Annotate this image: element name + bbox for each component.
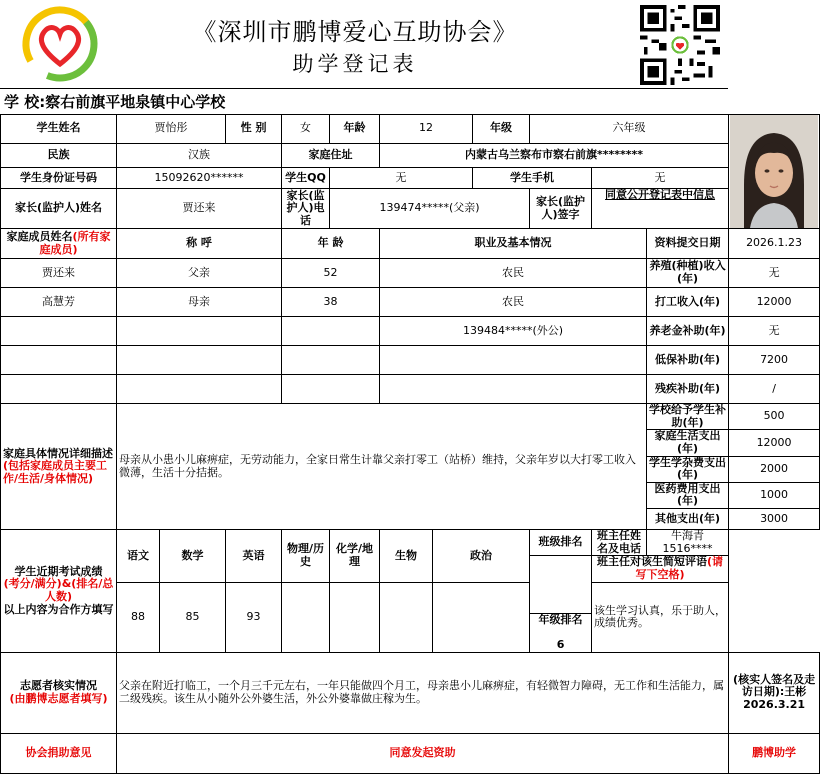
- phone-label: 学生手机: [473, 167, 592, 188]
- opinion-value: 同意发起资助: [117, 733, 729, 773]
- finance-value: 500: [729, 404, 820, 430]
- volunteer-text: 父亲在附近打临工，一个月三千元左右，一年只能做四个月工，母亲患小儿麻痹症，有轻微智力障碍，无工作和生活能力，属二级残疾。该生从小随外公外婆生活，外公外婆靠做庄稼为生。: [117, 652, 729, 733]
- qq-value: 无: [330, 167, 473, 188]
- member-job: 农民: [380, 259, 647, 288]
- teacher-value: 牛海青1516****: [647, 530, 729, 556]
- finance-label: 学生学杂费支出(年): [647, 456, 729, 482]
- subject-header: 生物: [380, 530, 433, 583]
- score-value: [330, 582, 380, 652]
- member-relation: 母亲: [117, 288, 282, 317]
- subject-header: 化学/地理: [330, 530, 380, 583]
- student-name: 贾怡彤: [117, 115, 226, 144]
- submit-date-label: 资料提交日期: [647, 229, 729, 259]
- title-association: 《深圳市鹏博爱心互助协会》: [192, 18, 518, 46]
- score-value: 85: [160, 582, 226, 652]
- member-relation: [117, 346, 282, 375]
- school-label: 学 校:: [4, 93, 46, 111]
- subject-header: 数学: [160, 530, 226, 583]
- relation-header: 称 呼: [117, 229, 282, 259]
- gender-label: 性 别: [226, 115, 282, 144]
- grade-rank-label: 年级排名: [538, 612, 583, 626]
- comment-header: [592, 556, 729, 582]
- member-age: 52: [282, 259, 380, 288]
- finance-label: 其他支出(年): [647, 509, 729, 530]
- member-job: 139484*****(外公): [380, 317, 647, 346]
- member-name: [1, 346, 117, 375]
- member-name: 高慧芳: [1, 288, 117, 317]
- family-member-header: [1, 229, 117, 259]
- comment-label: 班主任对该生简短评语: [597, 555, 708, 569]
- exam-label-a: 学生近期考试成绩: [14, 564, 103, 578]
- finance-label: 打工收入(年): [647, 288, 729, 317]
- exam-label: [1, 530, 117, 652]
- situation-label-b: (包括家庭成员主要工作/生活/身体情况): [3, 459, 108, 485]
- ethnicity-label: 民族: [1, 143, 117, 167]
- finance-value: /: [729, 375, 820, 404]
- qr-code-icon: [640, 5, 720, 85]
- score-value: 88: [117, 582, 160, 652]
- ethnicity-value: 汉族: [117, 143, 282, 167]
- comment-note: (请写下空格): [635, 555, 724, 582]
- score-value: [380, 582, 433, 652]
- member-relation: [117, 375, 282, 404]
- student-photo: [730, 115, 818, 228]
- family-member-label: 家庭成员姓名: [6, 229, 73, 243]
- submit-date-value: 2026.1.23: [729, 229, 820, 259]
- volunteer-label: [1, 652, 117, 733]
- age-value: 12: [380, 115, 473, 144]
- id-label: 学生身份证号码: [1, 167, 117, 188]
- situation-text: 母亲从小患小儿麻痹症，无劳动能力，全家日常生计靠父亲打零工（站桥）维持，父亲年岁以大打零工收入微薄，生活十分拮据。: [117, 404, 647, 530]
- job-header: 职业及基本情况: [380, 229, 647, 259]
- finance-label: 学校给予学生补助(年): [647, 404, 729, 430]
- member-name: [1, 375, 117, 404]
- address-value: 内蒙古乌兰察布市察右前旗********: [380, 143, 729, 167]
- finance-value: 12000: [729, 288, 820, 317]
- guardian-name: 贾还来: [117, 189, 282, 229]
- gender-value: 女: [282, 115, 330, 144]
- grade-rank-value: 6: [556, 637, 565, 651]
- finance-label: 低保补助(年): [647, 346, 729, 375]
- volunteer-label-b: (由鹏博志愿者填写): [9, 691, 108, 705]
- subject-header: 语文: [117, 530, 160, 583]
- guardian-phone: 139474*****(父亲): [330, 189, 530, 229]
- school-row: [0, 88, 728, 114]
- finance-value: 2000: [729, 456, 820, 482]
- guardian-phone-label: 家长(监护人)电话: [282, 189, 330, 229]
- id-value: 15092620******: [117, 167, 282, 188]
- score-value: 93: [226, 582, 282, 652]
- phone-value: 无: [592, 167, 729, 188]
- subject-header: 英语: [226, 530, 282, 583]
- age-label: 年龄: [330, 115, 380, 144]
- comment-text: 该生学习认真，乐于助人，成绩优秀。: [592, 582, 729, 652]
- guardian-consent: 同意公开登记表中信息: [592, 189, 729, 229]
- grade-label: 年级: [473, 115, 530, 144]
- member-job: [380, 375, 647, 404]
- situation-label: [1, 404, 117, 530]
- brand-label: 鹏博助学: [729, 733, 820, 773]
- exam-label-c: 以上内容为合作方填写: [3, 602, 114, 616]
- finance-value: 无: [729, 259, 820, 288]
- finance-label: 养殖(种植)收入(年): [647, 259, 729, 288]
- member-relation: [117, 317, 282, 346]
- member-name: [1, 317, 117, 346]
- class-rank-value: [530, 556, 592, 613]
- finance-label: 养老金补助(年): [647, 317, 729, 346]
- situation-label-a: 家庭具体情况详细描述: [3, 446, 113, 460]
- volunteer-label-a: 志愿者核实情况: [20, 678, 97, 692]
- class-rank-label: 班级排名: [530, 530, 592, 556]
- score-value: [282, 582, 330, 652]
- guardian-name-label: 家长(监护人)姓名: [1, 189, 117, 229]
- verifier-info: (核实人签名及走访日期):王彬 2026.3.21: [729, 652, 820, 733]
- student-photo-cell: [729, 115, 820, 229]
- association-logo: [22, 6, 98, 82]
- grade-value: 六年级: [530, 115, 729, 144]
- score-value: [433, 582, 530, 652]
- opinion-label: 协会捐助意见: [1, 733, 117, 773]
- student-name-label: 学生姓名: [1, 115, 117, 144]
- member-age: [282, 375, 380, 404]
- finance-label: 残疾补助(年): [647, 375, 729, 404]
- subject-header: 物理/历史: [282, 530, 330, 583]
- member-name: 贾还来: [1, 259, 117, 288]
- subject-header: 政治: [433, 530, 530, 583]
- member-age: 38: [282, 288, 380, 317]
- member-age: [282, 317, 380, 346]
- teacher-label: 班主任姓名及电话: [592, 530, 647, 556]
- finance-label: 家庭生活支出(年): [647, 430, 729, 456]
- grade-rank-cell: [530, 613, 592, 652]
- qq-label: 学生QQ: [282, 167, 330, 188]
- exam-label-b: (考分/满分)&(排名/总人数): [3, 577, 114, 603]
- finance-value: 3000: [729, 509, 820, 530]
- school-name: 察右前旗平地泉镇中心学校: [45, 93, 226, 111]
- address-label: 家庭住址: [282, 143, 380, 167]
- finance-value: 无: [729, 317, 820, 346]
- finance-value: 12000: [729, 430, 820, 456]
- finance-value: 1000: [729, 482, 820, 508]
- registration-table: [0, 114, 820, 774]
- family-member-note: (所有家庭成员): [39, 229, 111, 256]
- family-age-header: 年 龄: [282, 229, 380, 259]
- member-age: [282, 346, 380, 375]
- form-header: [0, 0, 728, 88]
- finance-label: 医药费用支出(年): [647, 482, 729, 508]
- member-job: [380, 346, 647, 375]
- title-form: 助学登记表: [292, 52, 418, 76]
- member-relation: 父亲: [117, 259, 282, 288]
- finance-value: 7200: [729, 346, 820, 375]
- member-job: 农民: [380, 288, 647, 317]
- guardian-sign-label: 家长(监护人)签字: [530, 189, 592, 229]
